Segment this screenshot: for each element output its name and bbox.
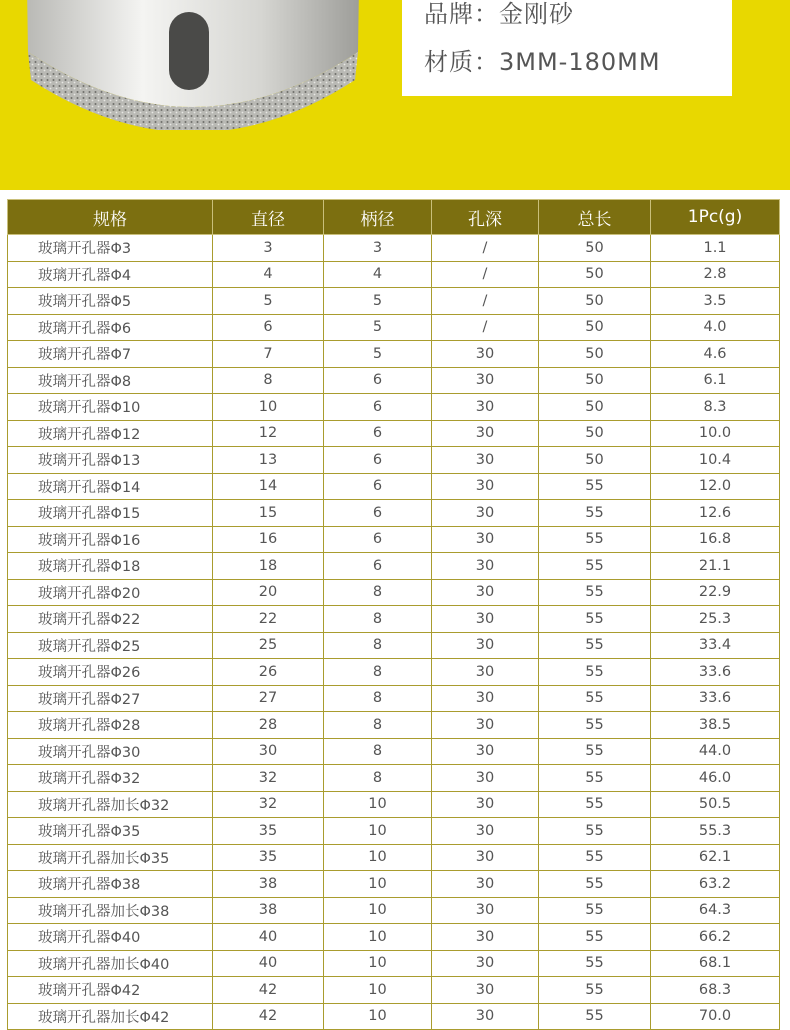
cell-total-length: 55 (539, 473, 651, 500)
table-row (8, 579, 780, 606)
cell-total-length: 55 (539, 659, 651, 686)
table-body (8, 235, 780, 1030)
cell-shank-diameter: 6 (324, 420, 432, 447)
cell-hole-depth: 30 (432, 500, 539, 527)
cell-weight: 33.4 (651, 632, 780, 659)
cell-hole-depth: 30 (432, 685, 539, 712)
cell-diameter: 18 (213, 553, 324, 580)
cell-spec: 玻璃开孔器Φ27 (8, 685, 213, 712)
cell-total-length: 55 (539, 712, 651, 739)
cell-weight: 44.0 (651, 738, 780, 765)
cell-weight: 12.6 (651, 500, 780, 527)
cell-hole-depth: 30 (432, 844, 539, 871)
cell-spec: 玻璃开孔器Φ30 (8, 738, 213, 765)
table-row (8, 261, 780, 288)
table-row (8, 659, 780, 686)
table-row (8, 288, 780, 315)
cell-diameter: 32 (213, 765, 324, 792)
table-row (8, 367, 780, 394)
cell-weight: 66.2 (651, 924, 780, 951)
table-row (8, 791, 780, 818)
cell-shank-diameter: 8 (324, 685, 432, 712)
cell-spec: 玻璃开孔器Φ6 (8, 314, 213, 341)
cell-spec: 玻璃开孔器Φ32 (8, 765, 213, 792)
cell-shank-diameter: 8 (324, 659, 432, 686)
cell-shank-diameter: 6 (324, 553, 432, 580)
cell-weight: 2.8 (651, 261, 780, 288)
cell-shank-diameter: 3 (324, 235, 432, 262)
cell-hole-depth: 30 (432, 791, 539, 818)
cell-spec: 玻璃开孔器Φ35 (8, 818, 213, 845)
cell-shank-diameter: 10 (324, 844, 432, 871)
cell-total-length: 55 (539, 791, 651, 818)
cell-total-length: 55 (539, 526, 651, 553)
table-row (8, 712, 780, 739)
table-row (8, 394, 780, 421)
cell-total-length: 50 (539, 288, 651, 315)
cell-diameter: 8 (213, 367, 324, 394)
cell-spec: 玻璃开孔器Φ20 (8, 579, 213, 606)
cell-shank-diameter: 6 (324, 526, 432, 553)
cell-total-length: 50 (539, 261, 651, 288)
cell-weight: 33.6 (651, 659, 780, 686)
cell-hole-depth: 30 (432, 765, 539, 792)
cell-total-length: 55 (539, 897, 651, 924)
table-row (8, 314, 780, 341)
cell-spec: 玻璃开孔器Φ10 (8, 394, 213, 421)
cell-spec: 玻璃开孔器加长Φ32 (8, 791, 213, 818)
cell-spec: 玻璃开孔器加长Φ38 (8, 897, 213, 924)
cell-total-length: 55 (539, 738, 651, 765)
cell-weight: 50.5 (651, 791, 780, 818)
cell-diameter: 42 (213, 977, 324, 1004)
cell-spec: 玻璃开孔器Φ16 (8, 526, 213, 553)
cell-total-length: 55 (539, 606, 651, 633)
table-row (8, 341, 780, 368)
cell-weight: 16.8 (651, 526, 780, 553)
cell-total-length: 55 (539, 500, 651, 527)
cell-weight: 10.4 (651, 447, 780, 474)
cell-shank-diameter: 10 (324, 818, 432, 845)
cell-shank-diameter: 5 (324, 314, 432, 341)
table-row (8, 235, 780, 262)
table-row (8, 1003, 780, 1030)
cell-hole-depth: 30 (432, 950, 539, 977)
cell-weight: 22.9 (651, 579, 780, 606)
cell-total-length: 55 (539, 765, 651, 792)
cell-spec: 玻璃开孔器Φ28 (8, 712, 213, 739)
cell-weight: 8.3 (651, 394, 780, 421)
cell-spec: 玻璃开孔器Φ3 (8, 235, 213, 262)
cell-diameter: 28 (213, 712, 324, 739)
cell-weight: 62.1 (651, 844, 780, 871)
cell-spec: 玻璃开孔器Φ8 (8, 367, 213, 394)
cell-diameter: 30 (213, 738, 324, 765)
cell-spec: 玻璃开孔器Φ25 (8, 632, 213, 659)
cell-total-length: 55 (539, 950, 651, 977)
cell-total-length: 55 (539, 818, 651, 845)
banner (0, 0, 790, 190)
cell-weight: 70.0 (651, 1003, 780, 1030)
cell-shank-diameter: 8 (324, 765, 432, 792)
cell-total-length: 50 (539, 314, 651, 341)
cell-total-length: 50 (539, 394, 651, 421)
cell-spec: 玻璃开孔器Φ5 (8, 288, 213, 315)
spec-table (7, 199, 780, 1030)
cell-diameter: 27 (213, 685, 324, 712)
table-row (8, 844, 780, 871)
cell-diameter: 20 (213, 579, 324, 606)
cell-diameter: 10 (213, 394, 324, 421)
cell-weight: 4.6 (651, 341, 780, 368)
cell-shank-diameter: 10 (324, 977, 432, 1004)
cell-spec: 玻璃开孔器Φ40 (8, 924, 213, 951)
cell-spec: 玻璃开孔器Φ14 (8, 473, 213, 500)
cell-diameter: 13 (213, 447, 324, 474)
cell-weight: 68.1 (651, 950, 780, 977)
cell-spec: 玻璃开孔器Φ4 (8, 261, 213, 288)
product-info-box (402, 0, 732, 96)
cell-weight: 68.3 (651, 977, 780, 1004)
cell-hole-depth: 30 (432, 420, 539, 447)
table-header-row (8, 200, 780, 235)
cell-diameter: 7 (213, 341, 324, 368)
cell-spec: 玻璃开孔器Φ18 (8, 553, 213, 580)
cell-shank-diameter: 4 (324, 261, 432, 288)
material-line: 材质：3MM-180MM (424, 48, 661, 76)
cell-diameter: 25 (213, 632, 324, 659)
cell-diameter: 14 (213, 473, 324, 500)
cell-hole-depth: 30 (432, 341, 539, 368)
cell-weight: 6.1 (651, 367, 780, 394)
cell-hole-depth: / (432, 235, 539, 262)
cell-diameter: 42 (213, 1003, 324, 1030)
table-row (8, 950, 780, 977)
cell-spec: 玻璃开孔器Φ13 (8, 447, 213, 474)
table-row (8, 553, 780, 580)
cell-shank-diameter: 6 (324, 447, 432, 474)
header-diameter: 直径 (213, 200, 324, 235)
cell-hole-depth: 30 (432, 606, 539, 633)
cell-weight: 12.0 (651, 473, 780, 500)
cell-total-length: 55 (539, 632, 651, 659)
cell-shank-diameter: 10 (324, 897, 432, 924)
table-row (8, 818, 780, 845)
table-row (8, 473, 780, 500)
cell-total-length: 55 (539, 924, 651, 951)
table-row (8, 897, 780, 924)
cell-spec: 玻璃开孔器加长Φ42 (8, 1003, 213, 1030)
cell-weight: 3.5 (651, 288, 780, 315)
cell-shank-diameter: 10 (324, 791, 432, 818)
cell-shank-diameter: 6 (324, 394, 432, 421)
table-row (8, 500, 780, 527)
cell-total-length: 55 (539, 1003, 651, 1030)
table-row (8, 924, 780, 951)
cell-shank-diameter: 8 (324, 579, 432, 606)
table-row (8, 632, 780, 659)
cell-hole-depth: 30 (432, 659, 539, 686)
cell-shank-diameter: 10 (324, 950, 432, 977)
cell-total-length: 55 (539, 579, 651, 606)
cell-shank-diameter: 10 (324, 924, 432, 951)
cell-diameter: 5 (213, 288, 324, 315)
header-total-length: 总长 (539, 200, 651, 235)
cell-diameter: 26 (213, 659, 324, 686)
cell-diameter: 35 (213, 844, 324, 871)
table-row (8, 447, 780, 474)
cell-hole-depth: 30 (432, 553, 539, 580)
cell-total-length: 50 (539, 341, 651, 368)
cell-weight: 55.3 (651, 818, 780, 845)
cell-hole-depth: 30 (432, 1003, 539, 1030)
cell-weight: 33.6 (651, 685, 780, 712)
cell-hole-depth: 30 (432, 924, 539, 951)
cell-diameter: 38 (213, 871, 324, 898)
cell-hole-depth: 30 (432, 897, 539, 924)
cell-total-length: 55 (539, 977, 651, 1004)
cell-weight: 25.3 (651, 606, 780, 633)
cell-total-length: 55 (539, 871, 651, 898)
cell-total-length: 50 (539, 235, 651, 262)
cell-hole-depth: 30 (432, 738, 539, 765)
cell-hole-depth: 30 (432, 526, 539, 553)
header-shank-diameter: 柄径 (324, 200, 432, 235)
cell-spec: 玻璃开孔器加长Φ35 (8, 844, 213, 871)
cell-diameter: 16 (213, 526, 324, 553)
cell-spec: 玻璃开孔器Φ12 (8, 420, 213, 447)
cell-hole-depth: / (432, 314, 539, 341)
table-row (8, 606, 780, 633)
table-row (8, 685, 780, 712)
cell-diameter: 40 (213, 950, 324, 977)
cell-spec: 玻璃开孔器Φ22 (8, 606, 213, 633)
cell-weight: 38.5 (651, 712, 780, 739)
cell-spec: 玻璃开孔器Φ7 (8, 341, 213, 368)
cell-hole-depth: 30 (432, 871, 539, 898)
cell-hole-depth: 30 (432, 818, 539, 845)
cell-hole-depth: 30 (432, 473, 539, 500)
cell-shank-diameter: 10 (324, 871, 432, 898)
cell-hole-depth: 30 (432, 394, 539, 421)
cell-spec: 玻璃开孔器Φ26 (8, 659, 213, 686)
cell-diameter: 40 (213, 924, 324, 951)
brand-line: 品牌：金刚砂 (424, 0, 574, 28)
cell-diameter: 22 (213, 606, 324, 633)
cell-shank-diameter: 5 (324, 288, 432, 315)
cell-weight: 64.3 (651, 897, 780, 924)
table-row (8, 765, 780, 792)
cell-hole-depth: / (432, 288, 539, 315)
cell-hole-depth: / (432, 261, 539, 288)
cell-diameter: 3 (213, 235, 324, 262)
cell-weight: 63.2 (651, 871, 780, 898)
cell-hole-depth: 30 (432, 977, 539, 1004)
cell-weight: 21.1 (651, 553, 780, 580)
cell-shank-diameter: 6 (324, 473, 432, 500)
cell-hole-depth: 30 (432, 447, 539, 474)
cell-shank-diameter: 6 (324, 500, 432, 527)
cell-shank-diameter: 8 (324, 712, 432, 739)
table-row (8, 871, 780, 898)
cell-shank-diameter: 6 (324, 367, 432, 394)
cell-diameter: 35 (213, 818, 324, 845)
table-row (8, 526, 780, 553)
cell-hole-depth: 30 (432, 712, 539, 739)
cell-shank-diameter: 8 (324, 738, 432, 765)
table-row (8, 977, 780, 1004)
cell-total-length: 50 (539, 447, 651, 474)
cell-weight: 4.0 (651, 314, 780, 341)
header-spec: 规格 (8, 200, 213, 235)
cell-total-length: 55 (539, 844, 651, 871)
cell-hole-depth: 30 (432, 367, 539, 394)
cell-hole-depth: 30 (432, 632, 539, 659)
cell-hole-depth: 30 (432, 579, 539, 606)
cell-diameter: 6 (213, 314, 324, 341)
header-hole-depth: 孔深 (432, 200, 539, 235)
cell-shank-diameter: 8 (324, 606, 432, 633)
cell-weight: 10.0 (651, 420, 780, 447)
cell-shank-diameter: 8 (324, 632, 432, 659)
cell-diameter: 4 (213, 261, 324, 288)
cell-total-length: 55 (539, 553, 651, 580)
cell-spec: 玻璃开孔器加长Φ40 (8, 950, 213, 977)
cell-diameter: 38 (213, 897, 324, 924)
cell-diameter: 12 (213, 420, 324, 447)
cell-weight: 1.1 (651, 235, 780, 262)
cell-total-length: 50 (539, 367, 651, 394)
cell-spec: 玻璃开孔器Φ15 (8, 500, 213, 527)
cell-shank-diameter: 5 (324, 341, 432, 368)
hole-saw-product-image (22, 0, 364, 130)
spec-table-container (7, 199, 779, 1030)
table-row (8, 738, 780, 765)
header-weight: 1Pc(g) (651, 200, 780, 235)
table-row (8, 420, 780, 447)
cell-shank-diameter: 10 (324, 1003, 432, 1030)
cell-spec: 玻璃开孔器Φ38 (8, 871, 213, 898)
cell-spec: 玻璃开孔器Φ42 (8, 977, 213, 1004)
cell-total-length: 50 (539, 420, 651, 447)
cell-weight: 46.0 (651, 765, 780, 792)
cell-diameter: 32 (213, 791, 324, 818)
cell-diameter: 15 (213, 500, 324, 527)
cell-total-length: 55 (539, 685, 651, 712)
